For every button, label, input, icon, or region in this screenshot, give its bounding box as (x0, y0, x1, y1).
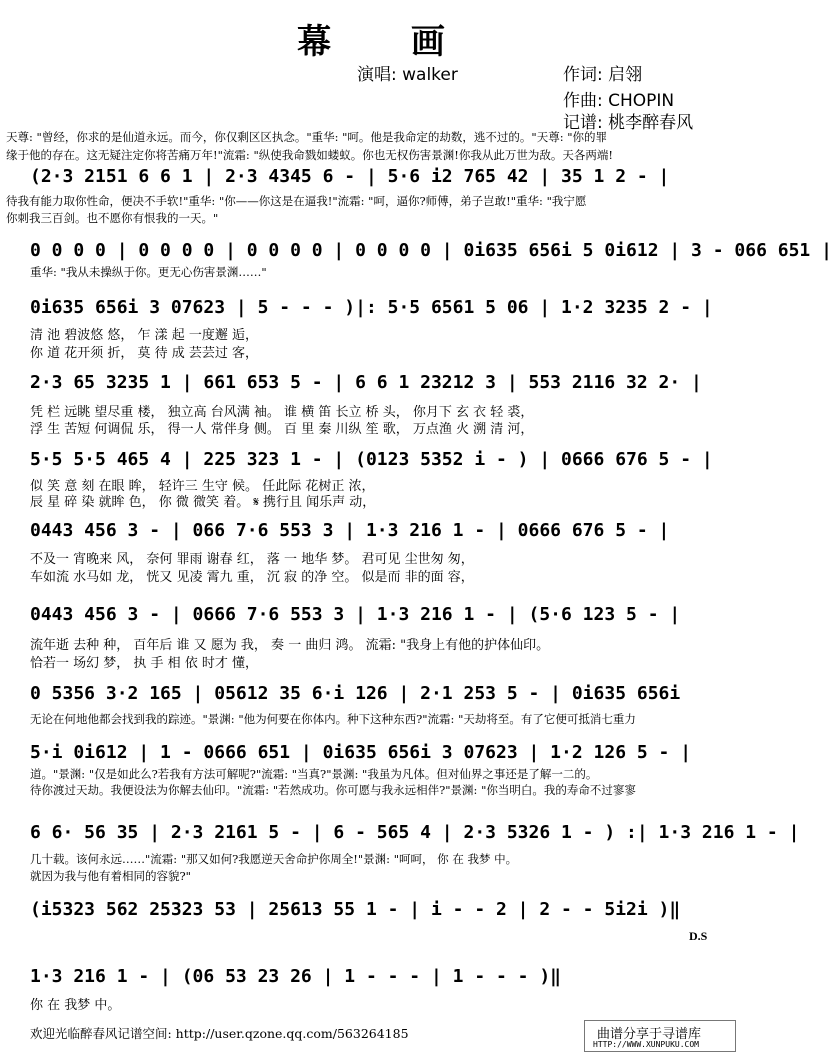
dialogue-line: 待我有能力取你性命，便决不手软!"重华: "你——你这是在逼我!"流霜: "呵，逼你?师傅，弟子岂敢!"重华: "我宁愿 (6, 194, 587, 208)
lyric-line: 不及一 宵晚来 风， 奈何 罪雨 谢春 红， 落 一 地华 梦。 君可见 尘世匆 匆， (30, 552, 474, 567)
watermark-url: HTTP://WWW.XUNPUKU.COM (593, 1040, 699, 1049)
lyricist-credit: 作词: 启翎 (563, 65, 643, 85)
dialogue-line: 几十载。该何永远……"流霜: "那又如何?我愿逆天舍命护你周全!"景渊: "呵呵， 你 在 我梦 中。 (30, 852, 518, 866)
lyric-line: 凭 栏 远眺 望尽重 楼， 独立高 台风满 袖。 谁 横 笛 长立 桥 头， 你月下 玄 衣 轻 裘， (30, 405, 534, 420)
dialogue-line: 道。"景渊: "仅是如此么?若我有方法可解呢?"流霜: "当真?"景渊: "我虽为凡体。但对仙界之事还是了解一二的。 (30, 767, 598, 781)
transcriber-credit: 记谱: 桃李醉春风 (563, 113, 694, 133)
composer-credit: 作曲: CHOPIN (563, 91, 675, 111)
singer-credit: 演唱: walker (357, 65, 458, 85)
dialogue-line: 天尊: "曾经，你求的是仙道永远。而今，你仅剩区区执念。"重华: "呵。他是我命定的劫数，逃不过的。"天尊: "你的罪 (6, 130, 608, 144)
notation-row: 0443 456 3 - | 0666 7·6 553 3 | 1·3 216 1 - | (5·6 123 5 - | (30, 604, 681, 625)
dialogue-line: 你刺我三百剑。也不愿你有恨我的一天。" (6, 211, 219, 225)
lyric-line: 似 笑 意 刻 在眼 眸， 轻许三 生守 候。 任此际 花树正 浓， (30, 479, 375, 494)
dialogue-line: 重华: "我从未操纵于你。更无心伤害景渊……" (30, 265, 267, 279)
notation-row: 6 6· 56 35 | 2·3 2161 5 - | 6 - 565 4 | 2·3 5326 1 - ) :| 1·3 216 1 - | (30, 822, 800, 843)
dialogue-line: 就因为我与他有着相同的容貌?" (30, 869, 191, 883)
notation-row: 0443 456 3 - | 066 7·6 553 3 | 1·3 216 1 - | 0666 676 5 - | (30, 520, 670, 541)
lyric-line: 你 道 花开须 折， 莫 待 成 芸芸过 客， (30, 346, 259, 361)
notation-row: 5·i 0i612 | 1 - 0666 651 | 0i635 656i 3 07623 | 1·2 126 5 - | (30, 742, 692, 763)
notation-row: (i5323 562 25323 53 | 25613 55 1 - | i - - 2 | 2 - - 5i2i )‖ (30, 899, 681, 920)
notation-row: 5·5 5·5 465 4 | 225 323 1 - | (0123 5352 i - ) | 0666 676 5 - | (30, 449, 713, 470)
page-title: 幕 画 (297, 22, 479, 62)
notation-row: 0i635 656i 3 07623 | 5 - - - )|: 5·5 6561 5 06 | 1·2 3235 2 - | (30, 297, 713, 318)
lyric-line: 恰若一 场幻 梦， 执 手 相 依 时才 懂， (30, 656, 259, 671)
dialogue-line: 无论在何地他都会找到我的踪迹。"景渊: "他为何要在你体内。种下这种东西?"流霜: "天劫将至。有了它便可抵消七重力 (30, 712, 636, 726)
watermark-stamp (584, 1020, 736, 1052)
lyric-line: 清 池 碧波悠 悠， 乍 漾 起 一度邂 逅， (30, 328, 259, 343)
notation-row: 1·3 216 1 - | (06 53 23 26 | 1 - - - | 1 - - - )‖ (30, 966, 562, 987)
watermark-brand: 曲谱分享于寻谱库 (597, 1027, 702, 1042)
footer-link[interactable]: 欢迎光临醉春风记谱空间: http://user.qzone.qq.com/563264185 (30, 1026, 409, 1041)
dialogue-line: 缘于他的存在。这无疑注定你将苦痛万年!"流霜: "纵使我命戮如蝼蚁。你也无权伤害景渊!你我从此万世为敌。天各两端! (6, 148, 613, 162)
notation-row: 0 0 0 0 | 0 0 0 0 | 0 0 0 0 | 0 0 0 0 | 0i635 656i 5 0i612 | 3 - 066 651 | (30, 240, 832, 261)
notation-row: (2·3 2151 6 6 1 | 2·3 4345 6 - | 5·6 i2 765 42 | 35 1 2 - | (30, 166, 670, 187)
lyric-line: 流年逝 去种 种， 百年后 谁 又 愿为 我， 奏 一 曲归 鸿。 流霜: "我身上有他的护体仙印。 (30, 638, 550, 653)
lyric-line: 你 在 我梦 中。 (30, 998, 121, 1013)
notation-row: 0 5356 3·2 165 | 05612 35 6·i 126 | 2·1 253 5 - | 0i635 656i (30, 683, 681, 704)
lyric-line: 车如流 水马如 龙， 恍又 见凌 霄九 重， 沉 寂 的净 空。 似是而 非的面 容， (30, 570, 474, 585)
notation-row: 2·3 65 3235 1 | 661 653 5 - | 6 6 1 23212 3 | 553 2116 32 2· | (30, 372, 702, 393)
dialogue-line: 待你渡过天劫。我便设法为你解去仙印。"流霜: "若然成功。你可愿与我永远相伴?"景渊: "你当明白。我的寿命不过寥寥 (30, 783, 636, 797)
ds-marker: D.S (689, 929, 708, 943)
lyric-line: 浮 生 苦短 何调侃 乐， 得一人 常伴身 侧。 百 里 秦 川纵 笙 歌， 万点渔 火 溯 清 河， (30, 422, 534, 437)
lyric-line: 辰 星 碎 染 就眸 色， 你 微 微笑 着。 𝄋 携行且 闻乐声 动， (30, 495, 376, 510)
